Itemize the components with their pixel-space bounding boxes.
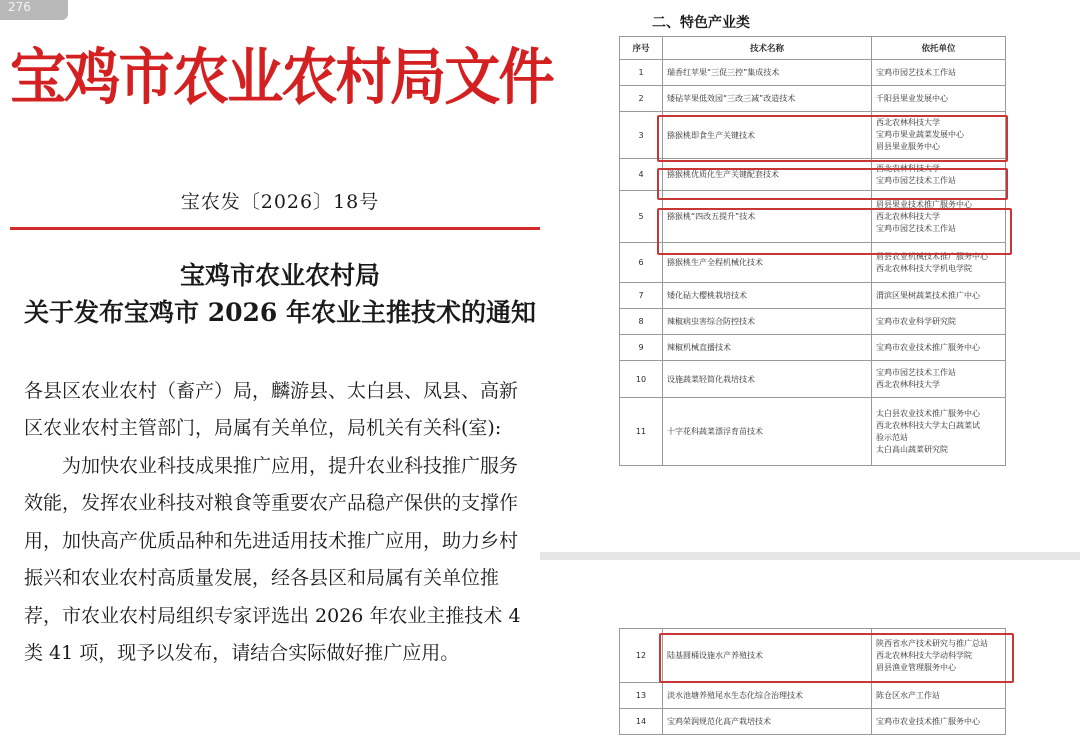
- table-row: [620, 86, 1006, 112]
- org-name: [872, 159, 1006, 191]
- table-row: [620, 629, 1006, 683]
- org-line: 西北农林科技大学: [876, 118, 940, 127]
- org-name: [872, 709, 1006, 735]
- header-org: 依托单位: [872, 37, 1006, 60]
- org-line: 太白高山蔬菜研究院: [876, 444, 948, 454]
- table-row: [620, 398, 1006, 466]
- tech-name: 矮化砧大樱桃栽培技术: [663, 283, 872, 309]
- org-name: [872, 112, 1006, 159]
- red-divider: [10, 227, 540, 230]
- org-line: 西北农林科技大学: [876, 211, 940, 221]
- tech-name: 辣椒病虫害综合防控技术: [663, 309, 872, 335]
- body-line-2: 区农业农村主管部门，局属有关单位，局机关有关科(室):: [24, 417, 502, 439]
- header-tech-name: 技术名称: [663, 37, 872, 60]
- org-line: 宝鸡市果业蔬菜发展中心: [876, 130, 964, 139]
- org-line: 西北农林科技大学太白蔬菜试: [876, 420, 980, 430]
- tech-name: 猕猴桃优质化生产关键配套技术: [663, 159, 872, 191]
- tech-name: 辣椒机械直播技术: [663, 335, 872, 361]
- tech-name: 猕猴桃生产全程机械化技术: [663, 243, 872, 283]
- document-header-title: 宝鸡市农业农村局文件: [10, 42, 553, 113]
- tech-name: 十字花科蔬菜漂浮育苗技术: [663, 398, 872, 466]
- org-line: 宝鸡市农业科学研究院: [876, 316, 956, 326]
- section-heading: 二、特色产业类: [652, 15, 750, 31]
- row-number: 8: [620, 309, 663, 335]
- org-name: [872, 283, 1006, 309]
- table-row: [620, 159, 1006, 191]
- org-line: 千阳县果业发展中心: [876, 93, 948, 103]
- org-line: 西北农林科技大学动科学院: [876, 650, 972, 660]
- notice-title-line-1: 宝鸡市农业农村局: [179, 261, 380, 290]
- org-line: 验示范站: [876, 432, 908, 442]
- body-line-5: 用，加快高产优质品种和先进适用技术推广应用，助力乡村: [24, 530, 519, 552]
- table-row: [620, 60, 1006, 86]
- tech-name: 陆基圆桶设施水产养殖技术: [663, 629, 872, 683]
- org-line: 西北农林科技大学: [876, 380, 940, 389]
- org-line: 宝鸡市园艺技术工作站: [876, 223, 956, 233]
- org-line: 宝鸡市园艺技术工作站: [876, 368, 956, 377]
- tech-name: 猕猴桃“四改五提升”技术: [663, 191, 872, 243]
- table-row: [620, 309, 1006, 335]
- org-line: 西北农林科技大学: [876, 163, 940, 173]
- row-number: 1: [620, 60, 663, 86]
- org-line: 眉县农业机械技术推广服务中心: [876, 251, 988, 261]
- row-number: 14: [620, 709, 663, 735]
- org-name: [872, 191, 1006, 243]
- org-name: [872, 398, 1006, 466]
- header-no: 序号: [620, 37, 663, 60]
- table-row: [620, 683, 1006, 709]
- row-number: 10: [620, 361, 663, 398]
- org-line: 宝鸡市园艺技术工作站: [876, 67, 956, 77]
- table-body-top: [620, 60, 1006, 466]
- table-body-bottom: [620, 629, 1006, 735]
- row-number: 12: [620, 629, 663, 683]
- table-row: [620, 243, 1006, 283]
- body-line-3: 为加快农业科技成果推广应用，提升农业科技推广服务: [24, 455, 519, 477]
- table-header-row: [620, 37, 1006, 60]
- org-line: 眉县渔业管理服务中心: [876, 662, 956, 672]
- row-number: 3: [620, 112, 663, 159]
- org-name: [872, 629, 1006, 683]
- row-number: 9: [620, 335, 663, 361]
- document-number: 宝农发〔2026〕18号: [180, 191, 380, 213]
- body-line-7: 荐，市农业农村局组织专家评选出 2026 年农业主推技术 4: [24, 605, 521, 627]
- org-line: 眉县果业技术推广服务中心: [876, 199, 972, 209]
- row-number: 2: [620, 86, 663, 112]
- tech-name: 淡水池塘养殖尾水生态化综合治理技术: [663, 683, 872, 709]
- table-row: [620, 283, 1006, 309]
- notice-title-line-2: 关于发布宝鸡市 2026 年农业主推技术的通知: [24, 298, 536, 327]
- org-name: [872, 243, 1006, 283]
- org-line: 宝鸡市农业技术推广服务中心: [876, 716, 980, 726]
- page-gap: [540, 552, 1080, 560]
- tech-name: 矮砧苹果低效园“三改三减”改造技术: [663, 86, 872, 112]
- org-name: [872, 683, 1006, 709]
- org-line: 宝鸡市园艺技术工作站: [876, 175, 956, 185]
- org-line: 西北农林科技大学机电学院: [876, 263, 972, 273]
- org-name: [872, 361, 1006, 398]
- org-name: [872, 60, 1006, 86]
- image-count-badge: 276: [0, 0, 68, 20]
- org-name: [872, 86, 1006, 112]
- row-number: 4: [620, 159, 663, 191]
- org-line: 太白县农业技术推广服务中心: [876, 408, 980, 418]
- tech-name: 猕猴桃即食生产关键技术: [663, 112, 872, 159]
- org-name: [872, 309, 1006, 335]
- tech-name: 宝鸡荣润规范化高产栽培技术: [663, 709, 872, 735]
- row-number: 6: [620, 243, 663, 283]
- table-row: [620, 112, 1006, 159]
- row-number: 13: [620, 683, 663, 709]
- row-number: 5: [620, 191, 663, 243]
- table-row: [620, 361, 1006, 398]
- tech-table-bottom: [619, 628, 1006, 735]
- body-line-1: 各县区农业农村（畜产）局，麟游县、太白县、凤县、高新: [24, 380, 519, 402]
- org-line: 渭滨区果树蔬菜技术推广中心: [876, 290, 980, 300]
- body-line-4: 效能，发挥农业科技对粮食等重要农产品稳产保供的支撑作: [24, 492, 519, 514]
- table-row: [620, 709, 1006, 735]
- org-line: 陕西省水产技术研究与推广总站: [876, 638, 988, 648]
- org-name: [872, 335, 1006, 361]
- org-line: 宝鸡市农业技术推广服务中心: [876, 342, 980, 352]
- org-line: 眉县果业服务中心: [876, 142, 940, 151]
- org-line: 陈仓区水产工作站: [876, 690, 940, 700]
- table-row: [620, 335, 1006, 361]
- body-line-6: 振兴和农业农村高质量发展，经各县区和局属有关单位推: [24, 567, 500, 589]
- body-line-8: 类 41 项，现予以发布，请结合实际做好推广应用。: [24, 642, 460, 664]
- tech-table-top: [619, 36, 1006, 466]
- table-row: [620, 191, 1006, 243]
- tech-name: 设施蔬菜轻简化栽培技术: [663, 361, 872, 398]
- row-number: 7: [620, 283, 663, 309]
- row-number: 11: [620, 398, 663, 466]
- tech-name: 瑞香红苹果“三促三控”集成技术: [663, 60, 872, 86]
